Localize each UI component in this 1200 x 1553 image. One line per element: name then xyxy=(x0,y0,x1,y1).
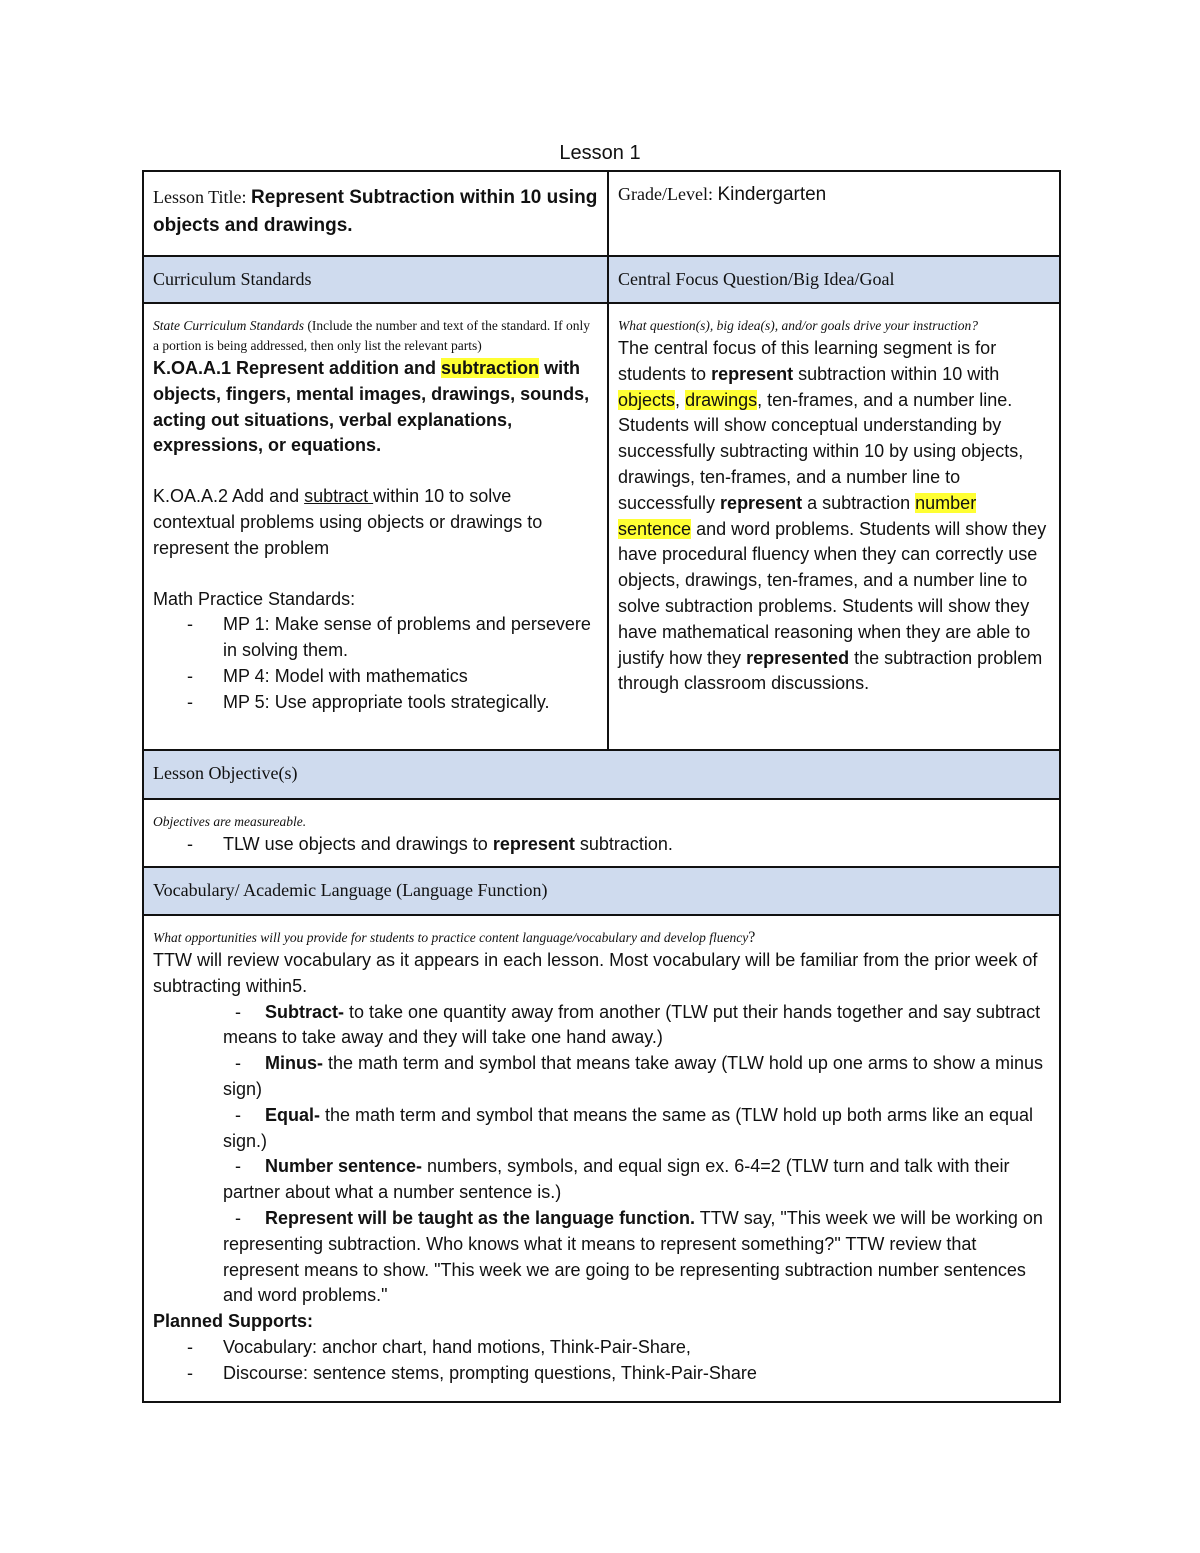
dash-bullet: - xyxy=(235,1053,241,1074)
vocab-term: Represent will be taught as the language function. xyxy=(265,1207,696,1228)
dash-bullet: - xyxy=(187,1336,193,1357)
focus-text: , ten-frames, and a number line. Students will show conceptual understanding by successfully subtracting within 10 by using objects, drawings, ten-frames, and a number line to successfully xyxy=(618,389,1024,513)
lesson-title-label: Lesson Title: xyxy=(153,187,252,207)
planned-supports-label: Planned Supports: xyxy=(153,1311,314,1332)
objectives-cell xyxy=(144,800,1059,866)
support-text: Discourse: sentence stems, prompting questions, Think-Pair-Share xyxy=(223,1362,757,1383)
koa1-text-a: K.OA.A.1 Represent addition and xyxy=(153,358,442,378)
koa1-text-b: with objects, fingers, mental images, drawings, sounds, acting out situations, verbal explanations, expressions, or equations. xyxy=(153,358,590,456)
list-item xyxy=(153,690,598,716)
vocabulary-note-q: ? xyxy=(748,929,756,946)
focus-note-text: What question(s), big idea(s), and/or goals drive your instruction? xyxy=(618,318,978,333)
focus-text: the subtraction problem through classroom discussions. xyxy=(618,647,1043,694)
vocab-term: Equal- xyxy=(265,1104,321,1125)
dash-bullet: - xyxy=(187,665,193,686)
vocab-term: Minus- xyxy=(265,1053,323,1074)
focus-bold: represent xyxy=(711,363,794,384)
mp-list xyxy=(153,612,598,715)
focus-note xyxy=(618,316,1050,336)
standard-koa2 xyxy=(153,484,598,561)
title-row xyxy=(144,172,1059,255)
standards-note-italic: State Curriculum Standards xyxy=(153,318,305,333)
objectives-content-row xyxy=(144,798,1059,866)
vocab-definition: the math term and symbol that means take away (TLW hold up one arms to show a minus sign) xyxy=(223,1053,1043,1099)
dash-bullet: - xyxy=(187,614,193,635)
vocab-definition: the math term and symbol that means the same as (TLW hold up both arms like an equal sign.) xyxy=(223,1104,1034,1151)
koa2-text-b: within 10 to solve contextual problems using objects or drawings to represent the problem xyxy=(153,486,543,558)
central-focus-header: Central Focus Question/Big Idea/Goal xyxy=(618,269,895,289)
vocabulary-terms-list xyxy=(153,1000,1050,1310)
dash-bullet: - xyxy=(235,1156,241,1177)
list-item xyxy=(153,1361,1050,1387)
list-item xyxy=(153,1103,1050,1155)
focus-highlight: drawings xyxy=(685,389,758,410)
curriculum-standards-header: Curriculum Standards xyxy=(144,257,609,302)
list-item xyxy=(153,1206,1050,1309)
mp-title: Math Practice Standards: xyxy=(153,588,356,609)
list-item xyxy=(153,1154,1050,1206)
mp-item-text: MP 4: Model with mathematics xyxy=(223,665,468,686)
vocab-definition: TTW say, "This week we will be working on representing subtraction. Who knows what it means to represent something?" TTW review that represent means to show. "This week we are going to be representing subtraction number sentences and word problems." xyxy=(223,1207,1043,1306)
focus-text: subtraction within 10 with xyxy=(793,363,1000,384)
focus-bold: represented xyxy=(746,647,850,668)
focus-bold: represent xyxy=(720,492,803,513)
grade-cell xyxy=(609,172,1059,255)
vocabulary-note-text: What opportunities will you provide for students to practice content language/vocabulary and develop fluency xyxy=(153,930,749,945)
list-item xyxy=(153,1000,1050,1052)
vocabulary-cell xyxy=(144,916,1059,1401)
dash-bullet: - xyxy=(235,1104,241,1125)
dash-bullet: - xyxy=(187,834,193,854)
grade-label: Grade/Level: xyxy=(618,184,718,204)
objectives-header-row xyxy=(144,749,1059,798)
dash-bullet: - xyxy=(187,1362,193,1383)
dash-bullet: - xyxy=(235,1001,241,1022)
list-item xyxy=(153,612,598,664)
standards-header-row xyxy=(144,255,1059,302)
vocab-term: Number sentence- xyxy=(265,1156,423,1177)
list-item xyxy=(153,1335,1050,1361)
focus-text: , xyxy=(675,389,686,410)
vocab-definition: to take one quantity away from another (TLW put their hands together and say subtract means to take away and they will take one hand away.) xyxy=(223,1001,1041,1048)
lesson-plan-table xyxy=(142,170,1061,1403)
standard-koa1 xyxy=(153,356,598,459)
focus-highlight: objects xyxy=(618,389,676,410)
planned-supports-list xyxy=(153,1335,1050,1387)
objective-bold: represent xyxy=(492,834,575,854)
support-text: Vocabulary: anchor chart, hand motions, Think-Pair-Share, xyxy=(223,1336,691,1357)
koa2-text-a: K.OA.A.2 Add and xyxy=(153,486,305,507)
objectives-note-text: Objectives are measureable. xyxy=(153,814,307,829)
vocabulary-header: Vocabulary/ Academic Language (Language Function) xyxy=(153,880,548,900)
grade-value: Kindergarten xyxy=(717,184,827,205)
standards-content-row xyxy=(144,302,1059,749)
list-item xyxy=(153,664,598,690)
list-item xyxy=(153,832,1050,858)
focus-highlight: number sentence xyxy=(618,492,977,539)
dash-bullet: - xyxy=(235,1207,241,1228)
objective-text: TLW use objects and drawings to xyxy=(223,834,493,854)
focus-paragraph xyxy=(618,336,1050,697)
koa1-highlight: subtraction xyxy=(441,358,540,378)
lesson-title-cell xyxy=(144,172,609,255)
vocab-definition: numbers, symbols, and equal sign ex. 6-4=2 (TLW turn and talk with their partner about what a number sentence is.) xyxy=(223,1156,1010,1203)
mp-item-text: MP 1: Make sense of problems and persevere in solving them. xyxy=(223,614,591,661)
objective-text: subtraction. xyxy=(574,834,673,854)
objectives-list xyxy=(153,832,1050,858)
vocabulary-header-row xyxy=(144,866,1059,914)
standards-note xyxy=(153,316,598,356)
standards-note-rest: (Include the number and text of the standard. If only a portion is being addressed, then only list the relevant parts) xyxy=(153,318,591,353)
vocabulary-content-row xyxy=(144,914,1059,1401)
focus-cell xyxy=(609,304,1059,749)
page-title: Lesson 1 xyxy=(559,142,641,164)
objectives-note xyxy=(153,812,1050,832)
vocabulary-intro: TTW will review vocabulary as it appears in each lesson. Most vocabulary will be familiar from the prior week of subtracting within5. xyxy=(153,950,1038,996)
standards-cell xyxy=(144,304,609,749)
dash-bullet: - xyxy=(187,691,193,712)
lesson-objectives-header: Lesson Objective(s) xyxy=(153,763,298,783)
mp-item-text: MP 5: Use appropriate tools strategically. xyxy=(223,691,550,712)
focus-text: The central focus of this learning segment is for students to xyxy=(618,338,997,384)
vocab-term: Subtract- xyxy=(265,1001,345,1022)
planned-supports-title xyxy=(153,1309,1050,1335)
list-item xyxy=(153,1051,1050,1103)
lesson-title-value: Represent Subtraction within 10 using objects and drawings. xyxy=(153,187,598,236)
koa2-underline: subtract xyxy=(304,486,374,507)
vocabulary-note xyxy=(153,928,1050,948)
focus-text: and word problems. Students will show they have procedural fluency when they can correctly use objects, drawings, ten-frames, and a number line to solve subtraction problems. Students will show they have mathematical reasoning when they are able to justify how they xyxy=(618,518,1047,668)
focus-text: a subtraction xyxy=(802,492,916,513)
